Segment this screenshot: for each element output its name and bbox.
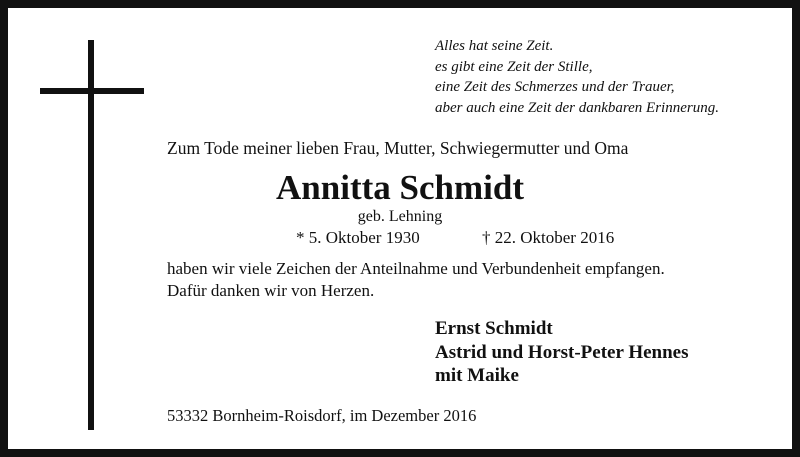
intro-text: Zum Tode meiner lieben Frau, Mutter, Schwiegermutter und Oma bbox=[167, 138, 629, 158]
signer: Ernst Schmidt bbox=[435, 318, 553, 339]
maiden-name: geb. Lehning bbox=[357, 208, 443, 225]
death-date: † 22. Oktober 2016 bbox=[482, 228, 615, 247]
cross-horizontal-bar bbox=[40, 88, 144, 94]
deceased-name: Annitta Schmidt bbox=[276, 168, 524, 207]
poem bbox=[435, 36, 719, 118]
poem-line: Alles hat seine Zeit. bbox=[435, 38, 554, 54]
signer: Astrid und Horst-Peter Hennes bbox=[435, 341, 689, 363]
thanks-line: Dafür danken wir von Herzen. bbox=[167, 281, 375, 300]
thanks-line: haben wir viele Zeichen der Anteilnahme und Verbundenheit empfangen. bbox=[167, 259, 665, 278]
birth-date: * 5. Oktober 1930 bbox=[296, 228, 420, 247]
poem-line: eine Zeit des Schmerzes und der Trauer, bbox=[435, 79, 675, 95]
thanks-text bbox=[167, 258, 665, 302]
poem-line: es gibt eine Zeit der Stille, bbox=[435, 58, 593, 75]
signer: mit Maike bbox=[435, 365, 519, 386]
poem-line: aber auch eine Zeit der dankbaren Erinnerung. bbox=[435, 99, 719, 116]
place-date: 53332 Bornheim-Roisdorf, im Dezember 2016 bbox=[167, 406, 477, 425]
cross-vertical-bar bbox=[88, 40, 94, 430]
signers bbox=[435, 317, 689, 388]
